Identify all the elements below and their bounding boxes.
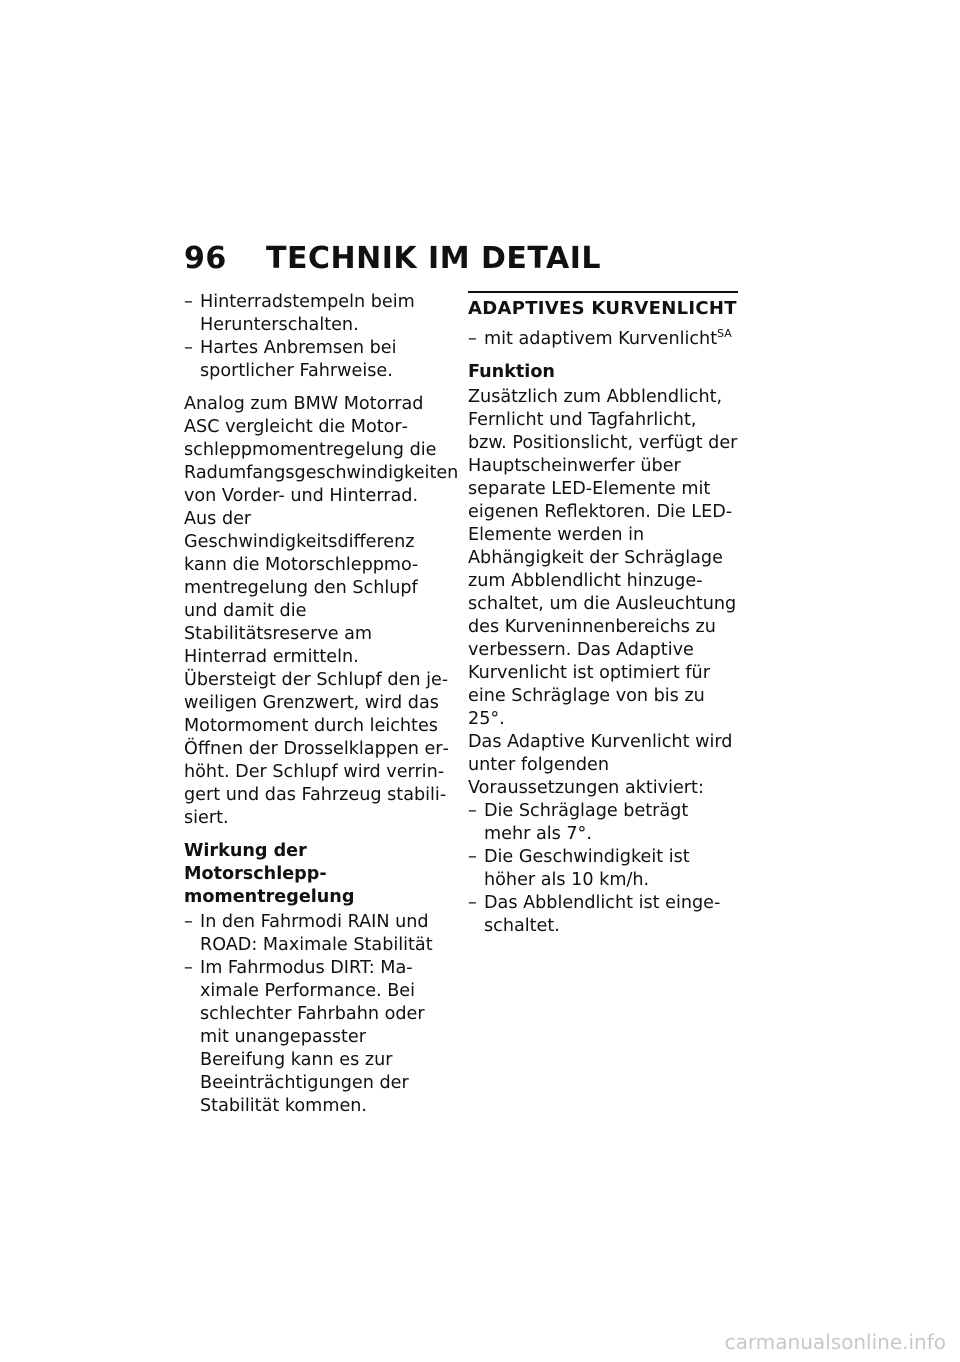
list-item-text: Das Abblendlicht ist eingeschaltet.	[484, 893, 721, 936]
effect-list	[184, 911, 450, 1118]
dash-glyph: –	[468, 329, 477, 349]
section-title: ADAPTIVES KURVENLICHT	[468, 291, 738, 320]
page-title: TECHNIK IM DETAIL	[266, 241, 602, 276]
option-list	[468, 328, 738, 351]
list-item	[468, 800, 738, 846]
list-item	[468, 892, 738, 938]
list-item-text: In den Fahrmodi RAIN und ROAD: Maximale Stabilität	[200, 912, 433, 955]
list-item	[184, 291, 450, 337]
list-item-text: Hinterradstempeln beim Herunterschalten.	[200, 292, 415, 335]
list-item	[468, 328, 738, 351]
paragraph-activation: Das Adaptive Kurvenlicht wird unter folgenden Voraussetzungen aktiviert:	[468, 732, 733, 798]
page-number: 96	[184, 241, 227, 276]
option-text: mit adaptivem Kurvenlicht	[484, 329, 718, 349]
list-item-text: Im Fahrmodus DIRT: Maximale Performance. Bei schlechter Fahrbahn oder mit unangepasster Bereifung kann es zur Beeinträchtigungen der Stabilität kommen.	[200, 958, 425, 1116]
list-item	[184, 957, 450, 1118]
list-item-text: Die Geschwindigkeit ist höher als 10 km/h.	[484, 847, 690, 890]
dash-glyph: –	[468, 801, 477, 821]
right-column	[468, 291, 738, 948]
dash-glyph: –	[184, 958, 193, 978]
list-item	[184, 911, 450, 957]
dash-glyph: –	[468, 847, 477, 867]
dash-glyph: –	[184, 912, 193, 932]
list-item-text: Hartes Anbremsen bei sportlicher Fahrweise.	[200, 338, 397, 381]
condition-list	[468, 800, 738, 938]
subheading-function: Funktion	[468, 362, 555, 382]
paragraph-function: Zusätzlich zum Abblendlicht, Fernlicht und Tagfahrlicht, bzw. Positionslicht, verfügt der Hauptscheinwerfer über separate LED-Elemente mit eigenen Reflektoren. Die LED-Elemente werden in Abhängigkeit der Schräglage zum Abblendlicht hinzugeschaltet, um die Ausleuchtung des Kurveninnenbereichs zu verbessern. Das Adaptive Kurvenlicht ist optimiert für eine Schräglage von bis zu 25°.	[468, 387, 738, 729]
dash-glyph: –	[184, 338, 193, 358]
dash-glyph: –	[468, 893, 477, 913]
subheading-effect: Wirkung der Motorschleppmomentregelung	[184, 841, 355, 907]
left-column	[184, 291, 459, 1128]
list-item	[184, 337, 450, 383]
paragraph-asc-comparison: Analog zum BMW Motorrad ASC vergleicht die Motorschleppmomentregelung die Radumfangsgeschwindigkeiten von Vorder- und Hinterrad. Aus der Geschwindigkeitsdifferenz kann die Motorschleppmomentregelung den Schlupf und damit die Stabilitätsreserve am Hinterrad ermitteln.	[184, 394, 459, 667]
paragraph-slip-threshold: Übersteigt der Schlupf den jeweiligen Grenzwert, wird das Motormoment durch leichtes Öffnen der Drosselklappen erhöht. Der Schlupf wird verringert und das Fahrzeug stabilisiert.	[184, 670, 449, 828]
page-header	[184, 241, 601, 276]
option-superscript: SA	[717, 327, 732, 340]
list-item	[468, 846, 738, 892]
dash-glyph: –	[184, 292, 193, 312]
situation-list	[184, 291, 450, 383]
list-item-text: Die Schräglage beträgt mehr als 7°.	[484, 801, 689, 844]
watermark: carmanualsonline.info	[724, 1330, 946, 1354]
